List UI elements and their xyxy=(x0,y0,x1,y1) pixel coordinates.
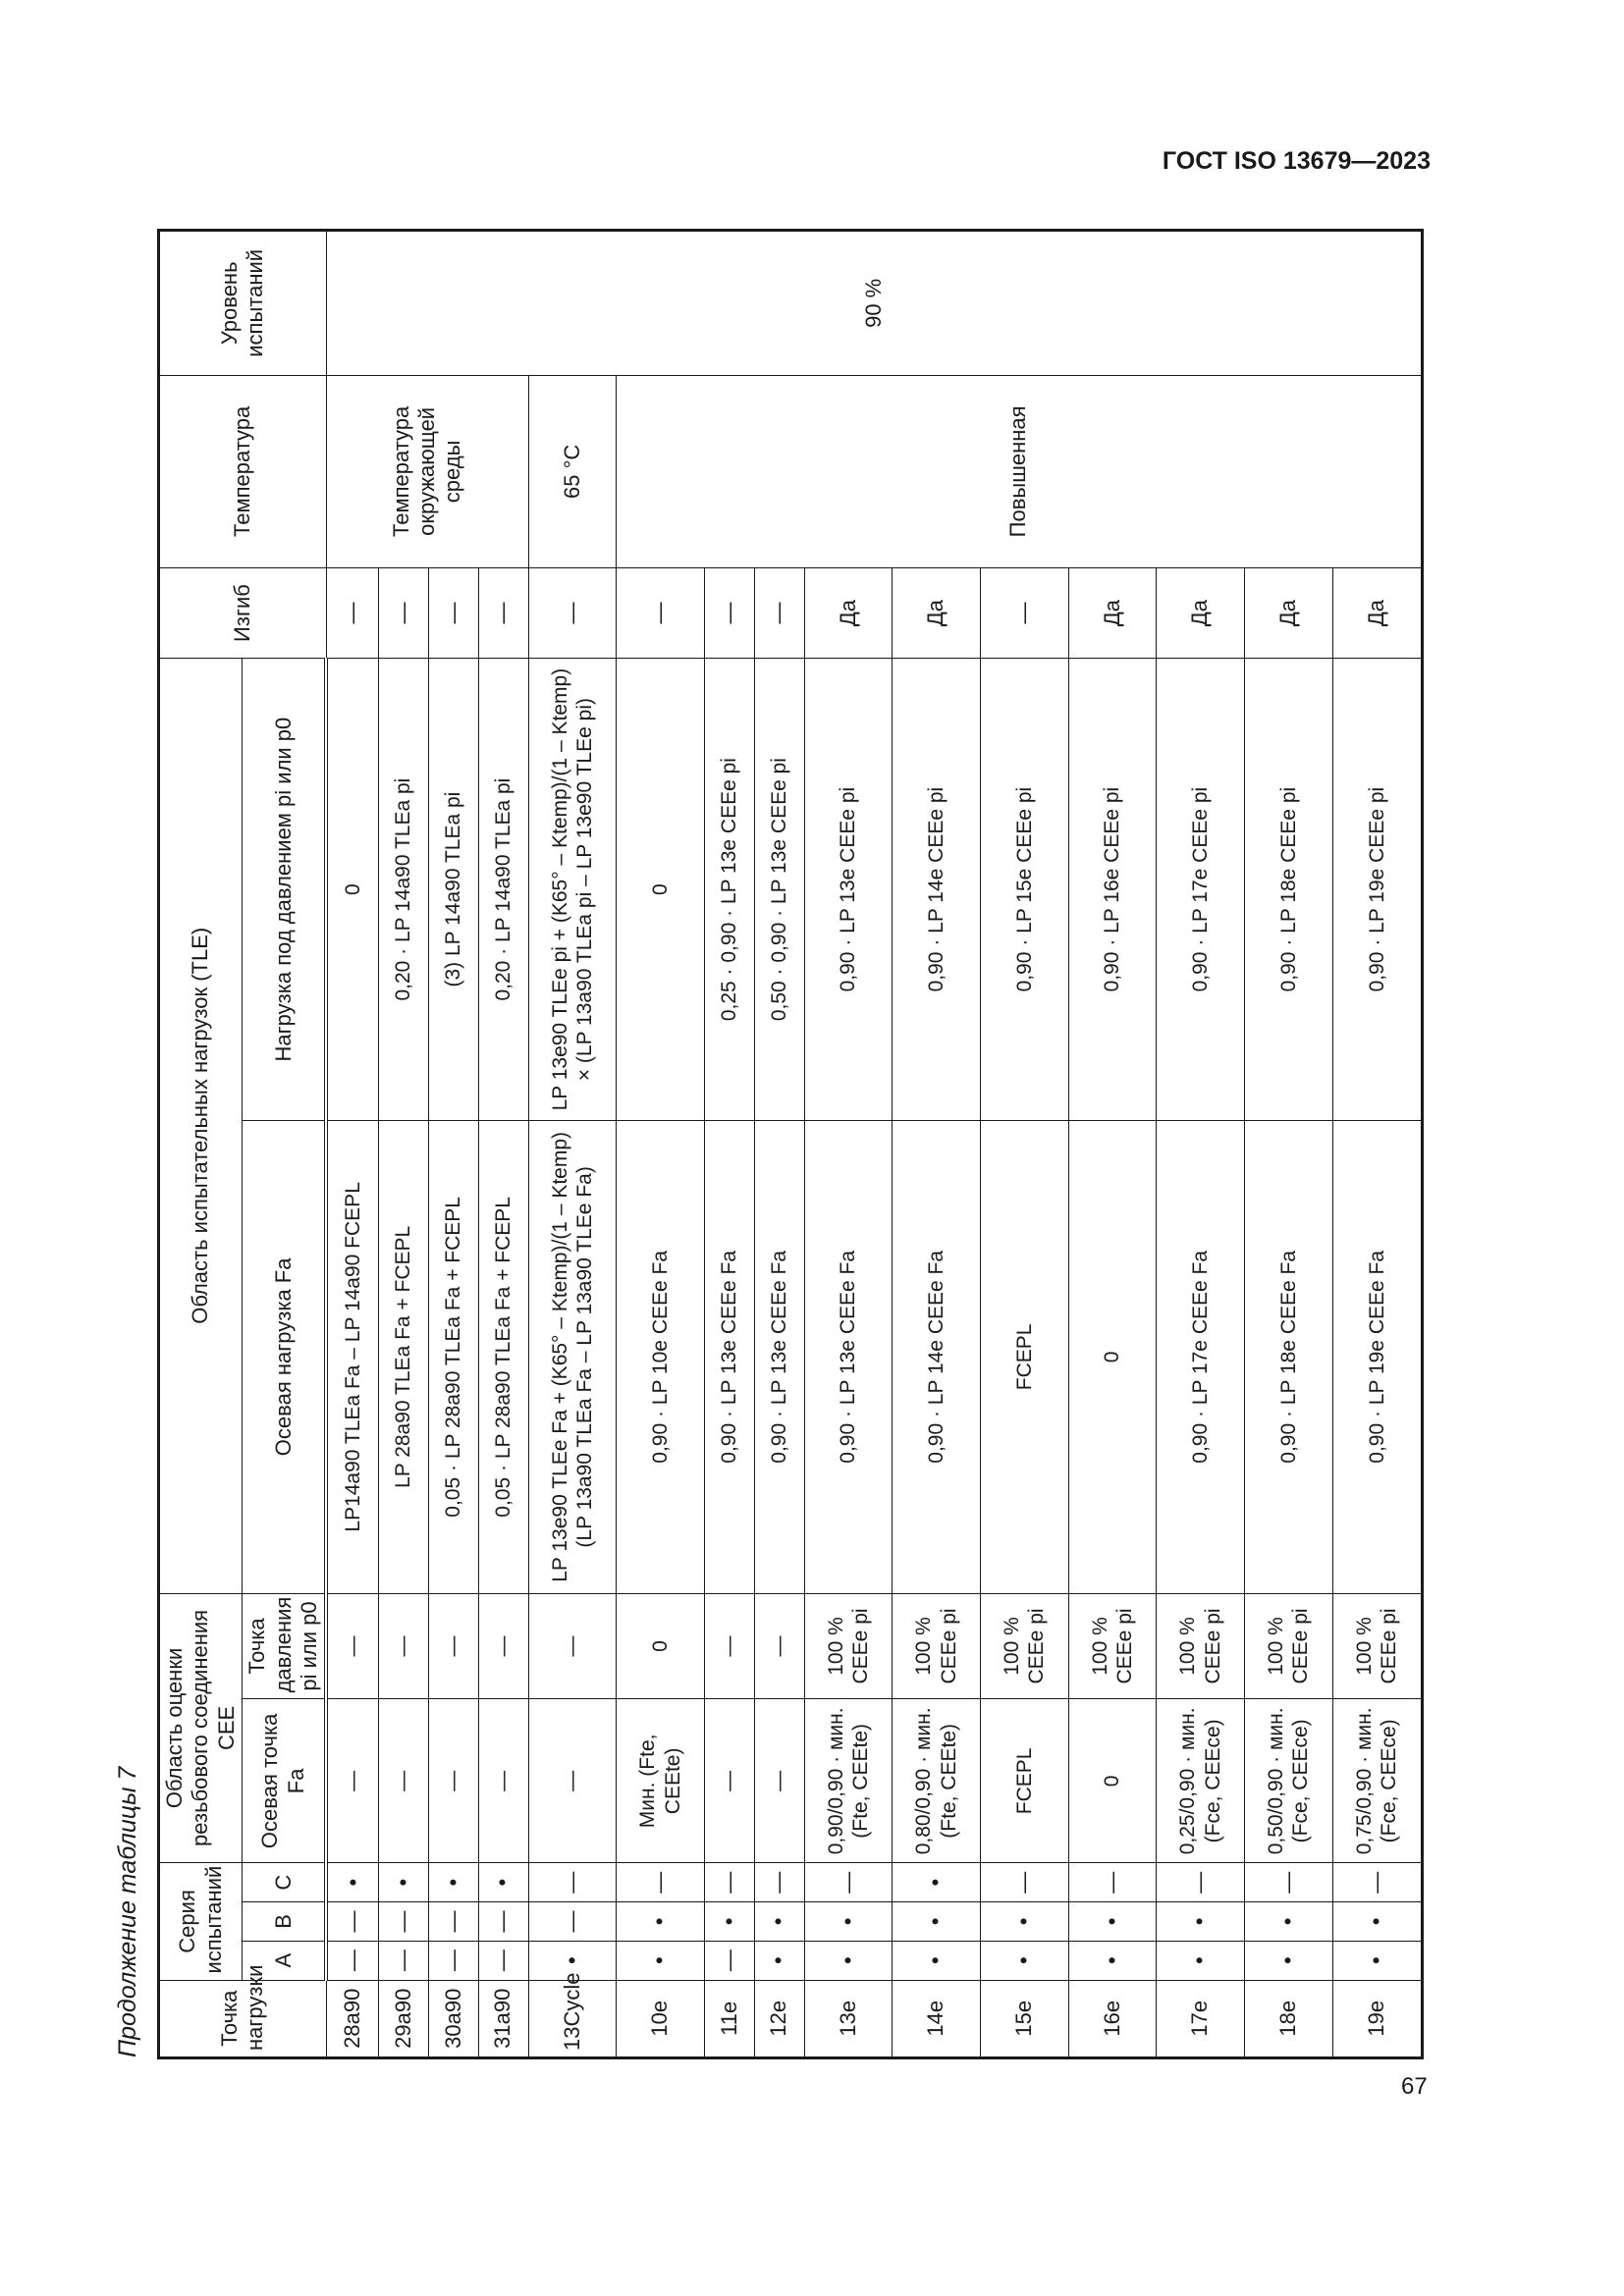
cell-series-a: • xyxy=(617,1941,705,1980)
cell-load-point: 13Cycle xyxy=(528,1980,617,2057)
cell-axial-load: 0,90 · LP 19e CEEe Fa xyxy=(1332,1121,1422,1593)
cell-load-point: 17e xyxy=(1157,1980,1245,2057)
table-row xyxy=(528,231,617,2058)
cell-axial-point: 0,50/0,90 · мин. (Fce, CEEce) xyxy=(1244,1699,1332,1863)
cell-series-a: • xyxy=(804,1941,893,1980)
cell-bending: — xyxy=(617,568,705,659)
cell-pressure-point: — xyxy=(379,1593,429,1699)
cell-test-level: 90 % xyxy=(326,231,1422,376)
cell-axial-load: LP14a90 TLEa Fa – LP 14a90 FCEPL xyxy=(326,1121,378,1593)
cell-temperature-elevated: Повышенная xyxy=(617,375,1423,567)
cell-pressure-load: 0,90 · LP 18e CEEe pi xyxy=(1244,659,1332,1121)
cell-series-c: — xyxy=(1068,1863,1157,1902)
cell-pressure-load: 0,20 · LP 14a90 TLEa pi xyxy=(478,659,528,1121)
cell-load-point: 12e xyxy=(754,1980,804,2057)
cell-bending: — xyxy=(379,568,429,659)
cell-bending: — xyxy=(326,568,378,659)
cell-pressure-load: 0,90 · LP 19e CEEe pi xyxy=(1332,659,1422,1121)
col-header-tle-area: Область испытательных нагрузок (TLE) xyxy=(159,659,243,1594)
cell-load-point: 11e xyxy=(704,1980,754,2057)
cell-series-c: — xyxy=(1157,1863,1245,1902)
cell-axial-load: 0 xyxy=(1068,1121,1157,1593)
cell-pressure-point: — xyxy=(428,1593,478,1699)
cell-series-c: • xyxy=(893,1863,981,1902)
cell-pressure-load: (3) LP 14a90 TLEa pi xyxy=(428,659,478,1121)
col-header-temperature: Температура xyxy=(159,375,327,567)
cell-series-b: • xyxy=(893,1902,981,1942)
cell-load-point: 28a90 xyxy=(326,1980,378,2057)
cell-axial-load: 0,90 · LP 13e CEEe Fa xyxy=(804,1121,893,1593)
cell-pressure-load: 0,90 · LP 16e CEEe pi xyxy=(1068,659,1157,1121)
col-header-series: Серия испытаний xyxy=(159,1863,243,1980)
cell-axial-point: 0,75/0,90 · мин. (Fce, CEEce) xyxy=(1332,1699,1422,1863)
cell-series-a: — xyxy=(379,1941,429,1980)
page-number: 67 xyxy=(1401,2073,1428,2100)
cell-axial-load: LP 13e90 TLEe Fa + (K65° – Ktemp)/(1 – Ktemp) (LP 13a90 TLEa Fa – LP 13a90 TLEe Fa) xyxy=(528,1121,617,1593)
col-header-series-b: В xyxy=(243,1902,327,1942)
cell-series-a: • xyxy=(1244,1941,1332,1980)
cell-load-point: 10e xyxy=(617,1980,705,2057)
cell-bending: Да xyxy=(804,568,893,659)
cell-pressure-point: 100 % CEEe pi xyxy=(1332,1593,1422,1699)
cell-series-a: • xyxy=(893,1941,981,1980)
col-header-test-level: Уровень испытаний xyxy=(159,231,327,376)
cell-series-c: — xyxy=(754,1863,804,1902)
cell-pressure-load: 0,90 · LP 17e CEEe pi xyxy=(1157,659,1245,1121)
col-header-series-c: С xyxy=(243,1863,327,1902)
cell-load-point: 19e xyxy=(1332,1980,1422,2057)
cell-axial-load: 0,90 · LP 18e CEEe Fa xyxy=(1244,1121,1332,1593)
table-body xyxy=(326,231,1422,2058)
cell-axial-load: FCEPL xyxy=(980,1121,1068,1593)
cell-pressure-point: 100 % CEEe pi xyxy=(1244,1593,1332,1699)
cell-axial-point: 0,90/0,90 · мин. (Fte, CEEte) xyxy=(804,1699,893,1863)
cell-series-c: — xyxy=(804,1863,893,1902)
cell-series-c: — xyxy=(1244,1863,1332,1902)
cell-axial-point: — xyxy=(528,1699,617,1863)
cell-series-c: — xyxy=(528,1863,617,1902)
cell-series-b: — xyxy=(379,1902,429,1942)
cell-pressure-load: 0 xyxy=(617,659,705,1121)
col-header-series-a: А xyxy=(243,1941,327,1980)
cell-series-b: • xyxy=(754,1902,804,1942)
cell-bending: Да xyxy=(1332,568,1422,659)
cell-load-point: 29a90 xyxy=(379,1980,429,2057)
cell-pressure-load: 0,20 · LP 14a90 TLEa pi xyxy=(379,659,429,1121)
cell-pressure-load: 0,90 · LP 15e CEEe pi xyxy=(980,659,1068,1121)
cell-series-b: • xyxy=(804,1902,893,1942)
cell-pressure-point: 100 % CEEe pi xyxy=(980,1593,1068,1699)
table-row xyxy=(617,231,705,2058)
cell-bending: Да xyxy=(893,568,981,659)
cell-pressure-point: 100 % CEEe pi xyxy=(893,1593,981,1699)
cell-load-point: 13e xyxy=(804,1980,893,2057)
cell-pressure-load: 0 xyxy=(326,659,378,1121)
cell-axial-point: Мин. (Fte, CEEte) xyxy=(617,1699,705,1863)
cell-series-a: • xyxy=(528,1941,617,1980)
cell-series-c: • xyxy=(379,1863,429,1902)
cell-pressure-point: — xyxy=(754,1593,804,1699)
cell-axial-point: — xyxy=(478,1699,528,1863)
cell-series-b: • xyxy=(1244,1902,1332,1942)
cell-bending: — xyxy=(754,568,804,659)
cell-series-a: • xyxy=(1068,1941,1157,1980)
cell-axial-point: FCEPL xyxy=(980,1699,1068,1863)
col-header-load-point: Точка нагрузки xyxy=(159,1980,327,2057)
cell-load-point: 16e xyxy=(1068,1980,1157,2057)
cell-temperature-ambient: Температура окружающей среды xyxy=(326,375,528,567)
cell-axial-point: 0 xyxy=(1068,1699,1157,1863)
standard-header: ГОСТ ISO 13679—2023 xyxy=(1162,147,1431,175)
cell-series-b: • xyxy=(1068,1902,1157,1942)
col-header-axial-point: Осевая точка Fa xyxy=(243,1699,327,1863)
cell-pressure-point: — xyxy=(528,1593,617,1699)
cell-series-a: — xyxy=(326,1941,378,1980)
cell-bending: — xyxy=(478,568,528,659)
cell-bending: — xyxy=(528,568,617,659)
cell-series-c: • xyxy=(478,1863,528,1902)
cell-temperature-65: 65 °С xyxy=(528,375,617,567)
cell-series-c: — xyxy=(704,1863,754,1902)
cell-series-c: — xyxy=(980,1863,1068,1902)
cell-pressure-load: LP 13e90 TLEe pi + (K65° – Ktemp)/(1 – Ktemp) × (LP 13a90 TLEa pi – LP 13e90 TLEe pi) xyxy=(528,659,617,1121)
cell-series-b: • xyxy=(1157,1902,1245,1942)
cell-series-b: — xyxy=(326,1902,378,1942)
cell-axial-load: 0,90 · LP 10e CEEe Fa xyxy=(617,1121,705,1593)
cell-axial-point: — xyxy=(379,1699,429,1863)
cell-axial-load: 0,90 · LP 13e CEEe Fa xyxy=(704,1121,754,1593)
cell-series-a: • xyxy=(1157,1941,1245,1980)
cell-axial-point: — xyxy=(428,1699,478,1863)
table-row xyxy=(326,231,378,2058)
cell-series-c: • xyxy=(326,1863,378,1902)
cell-axial-load: 0,90 · LP 17e CEEe Fa xyxy=(1157,1121,1245,1593)
cell-bending: Да xyxy=(1068,568,1157,659)
cell-pressure-load: 0,50 · 0,90 · LP 13e CEEe pi xyxy=(754,659,804,1121)
col-header-pressure-point: Точка давления pi или p0 xyxy=(243,1593,327,1699)
col-header-axial-load: Осевая нагрузка Fa xyxy=(243,1121,327,1593)
cell-pressure-load: 0,90 · LP 13e CEEe pi xyxy=(804,659,893,1121)
cell-series-c: — xyxy=(617,1863,705,1902)
rotated-table-wrapper xyxy=(157,229,1424,2059)
table-continuation-caption: Продолжение таблицы 7 xyxy=(114,1766,141,2057)
cell-pressure-load: 0,25 · 0,90 · LP 13e CEEe pi xyxy=(704,659,754,1121)
cell-series-a: • xyxy=(980,1941,1068,1980)
cell-bending: — xyxy=(428,568,478,659)
col-header-cee-area: Область оценки резьбового соединения CEE xyxy=(159,1593,243,1863)
cell-pressure-load: 0,90 · LP 14e CEEe pi xyxy=(893,659,981,1121)
cell-series-b: • xyxy=(1332,1902,1422,1942)
cell-axial-load: 0,90 · LP 14e CEEe Fa xyxy=(893,1121,981,1593)
cell-load-point: 31a90 xyxy=(478,1980,528,2057)
cell-series-a: • xyxy=(1332,1941,1422,1980)
cell-pressure-point: — xyxy=(326,1593,378,1699)
cell-axial-load: 0,90 · LP 13e CEEe Fa xyxy=(754,1121,804,1593)
test-loads-table xyxy=(157,229,1424,2059)
cell-load-point: 30a90 xyxy=(428,1980,478,2057)
cell-pressure-point: — xyxy=(704,1593,754,1699)
cell-series-b: — xyxy=(528,1902,617,1942)
col-header-pressure-load: Нагрузка под давлением pi или p0 xyxy=(243,659,327,1121)
cell-axial-load: LP 28a90 TLEa Fa + FCEPL xyxy=(379,1121,429,1593)
cell-series-a: — xyxy=(478,1941,528,1980)
cell-series-b: — xyxy=(478,1902,528,1942)
cell-series-a: — xyxy=(428,1941,478,1980)
cell-series-b: • xyxy=(980,1902,1068,1942)
cell-load-point: 15e xyxy=(980,1980,1068,2057)
cell-pressure-point: 0 xyxy=(617,1593,705,1699)
cell-pressure-point: 100 % CEEe pi xyxy=(804,1593,893,1699)
cell-bending: — xyxy=(980,568,1068,659)
cell-axial-point: — xyxy=(326,1699,378,1863)
cell-axial-load: 0,05 · LP 28a90 TLEa Fa + FCEPL xyxy=(428,1121,478,1593)
cell-pressure-point: 100 % CEEe pi xyxy=(1068,1593,1157,1699)
col-header-bending: Изгиб xyxy=(159,568,327,659)
cell-pressure-point: 100 % CEEe pi xyxy=(1157,1593,1245,1699)
cell-bending: — xyxy=(704,568,754,659)
cell-bending: Да xyxy=(1157,568,1245,659)
cell-series-a: — xyxy=(704,1941,754,1980)
cell-pressure-point: — xyxy=(478,1593,528,1699)
cell-load-point: 14e xyxy=(893,1980,981,2057)
cell-series-b: • xyxy=(704,1902,754,1942)
cell-axial-point: — xyxy=(704,1699,754,1863)
cell-load-point: 18e xyxy=(1244,1980,1332,2057)
cell-axial-load: 0,05 · LP 28a90 TLEa Fa + FCEPL xyxy=(478,1121,528,1593)
cell-series-c: — xyxy=(1332,1863,1422,1902)
cell-axial-point: 0,25/0,90 · мин. (Fce, CEEce) xyxy=(1157,1699,1245,1863)
cell-axial-point: 0,80/0,90 · мин. (Fte, CEEte) xyxy=(893,1699,981,1863)
cell-axial-point: — xyxy=(754,1699,804,1863)
cell-series-a: • xyxy=(754,1941,804,1980)
cell-series-b: — xyxy=(428,1902,478,1942)
cell-series-c: • xyxy=(428,1863,478,1902)
cell-series-b: • xyxy=(617,1902,705,1942)
cell-bending: Да xyxy=(1244,568,1332,659)
